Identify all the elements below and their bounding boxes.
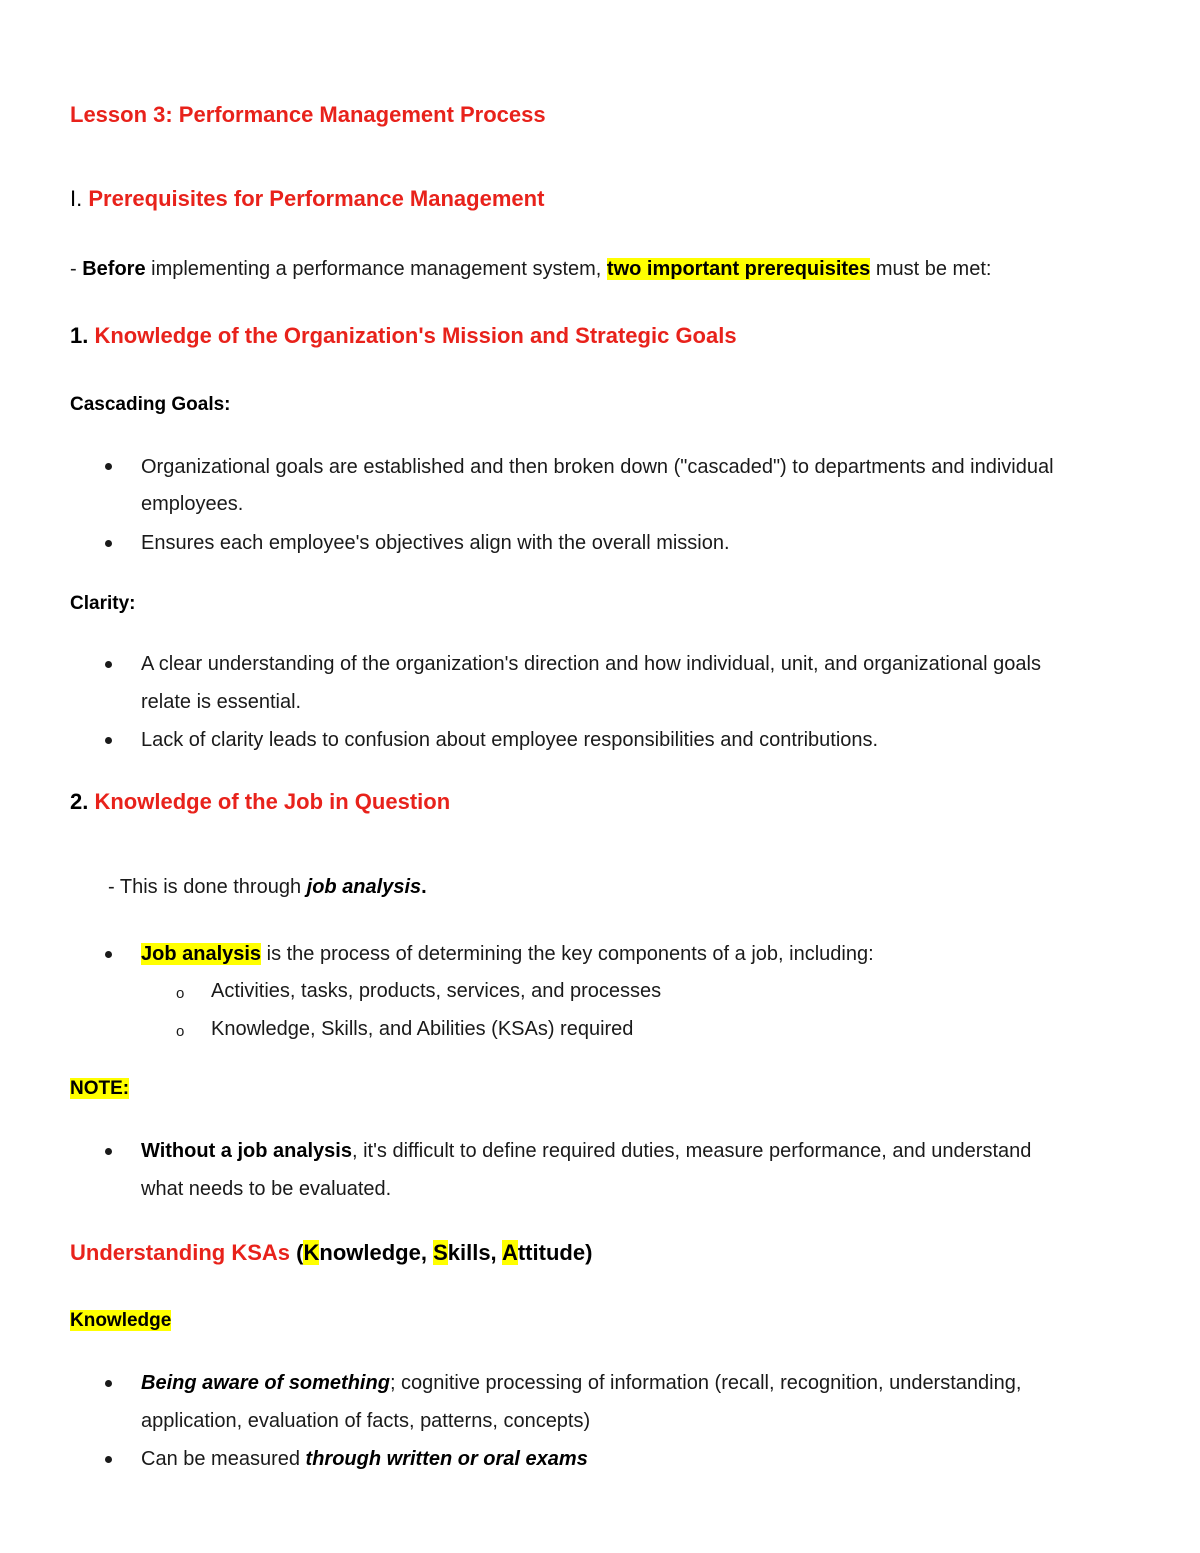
intro-bold: Before [82, 258, 146, 280]
ksa-paren: ( [290, 1240, 304, 1265]
section-number: I. [70, 186, 83, 211]
ksa-s-highlight: S [433, 1240, 448, 1265]
ksa-heading [70, 1241, 592, 1265]
note-text: , it's difficult to define required duties, measure performance, and understand [351, 1140, 1032, 1162]
intro-text-end: must be met: [870, 258, 992, 280]
bullet-icon [105, 951, 112, 958]
job-sub-bullet-2: Knowledge, Skills, and Abilities (KSAs) required [211, 1018, 634, 1040]
bullet-icon [105, 1456, 112, 1463]
note-label [70, 1077, 129, 1101]
knowledge-label [70, 1309, 171, 1333]
cascading-heading: Cascading Goals: [70, 394, 231, 415]
knowledge-bullet-1-line2: application, evaluation of facts, patterns, concepts) [141, 1410, 591, 1432]
bullet-icon [105, 1148, 112, 1155]
subsection-heading-2 [70, 790, 450, 814]
clarity-bullet-1-line2: relate is essential. [141, 691, 302, 713]
bullet-icon [105, 661, 112, 668]
subsection-title: Knowledge of the Job in Question [94, 789, 451, 814]
note-bullet-line2: what needs to be evaluated. [141, 1178, 392, 1200]
note-bullet-line1 [141, 1139, 1031, 1163]
cascading-bullet-1-line2: employees. [141, 493, 244, 515]
ksa-s-rest: kills, [447, 1240, 502, 1265]
intro-text: implementing a performance management system, [145, 258, 607, 280]
job-bullet-1 [141, 942, 874, 966]
cascading-bullet-2: Ensures each employee's objectives align with the overall mission. [141, 532, 730, 554]
job-analysis-highlight: Job analysis [141, 943, 262, 965]
knowledge-b2-emphasis: through written or oral exams [305, 1448, 588, 1470]
subsection-heading-1 [70, 324, 737, 348]
knowledge-bullet-1-line1 [141, 1371, 1021, 1395]
ksa-a-rest: ttitude) [517, 1240, 593, 1265]
bullet-icon [105, 1380, 112, 1387]
knowledge-b2-text: Can be measured [141, 1448, 306, 1470]
subsection-number: 2. [70, 789, 89, 814]
job-intro-emphasis: job analysis [306, 876, 422, 898]
bullet-icon [105, 463, 112, 470]
intro-highlight: two important prerequisites [606, 258, 871, 280]
subsection-number: 1. [70, 323, 89, 348]
knowledge-highlight: Knowledge [70, 1310, 172, 1331]
sub-bullet-icon: o [176, 985, 185, 1002]
subsection-title: Knowledge of the Organization's Mission and Strategic Goals [94, 323, 737, 348]
ksa-k-highlight: K [303, 1240, 320, 1265]
job-bullet-text: is the process of determining the key components of a job, including: [261, 943, 874, 965]
intro-paragraph [70, 257, 991, 281]
ksa-title: Understanding KSAs [70, 1240, 291, 1265]
sub-bullet-icon: o [176, 1023, 185, 1040]
bullet-icon [105, 737, 112, 744]
clarity-bullet-2: Lack of clarity leads to confusion about employee responsibilities and contributions. [141, 729, 879, 751]
clarity-bullet-1-line1: A clear understanding of the organization's direction and how individual, unit, and organizational goals [141, 653, 1041, 675]
section-heading [70, 187, 544, 211]
note-highlight: NOTE: [70, 1078, 130, 1099]
cascading-bullet-1-line1: Organizational goals are established and then broken down ("cascaded") to departments and individual [141, 456, 1054, 478]
job-intro-text: - This is done through [108, 876, 307, 898]
bullet-icon [105, 540, 112, 547]
ksa-k-rest: nowledge, [319, 1240, 434, 1265]
clarity-heading: Clarity: [70, 593, 136, 614]
job-analysis-intro [108, 875, 427, 899]
knowledge-bullet-2 [141, 1447, 588, 1471]
job-sub-bullet-1: Activities, tasks, products, services, and processes [211, 980, 662, 1002]
job-intro-period: . [421, 876, 427, 898]
intro-dash: - [70, 258, 83, 280]
section-title: Prerequisites for Performance Management [88, 186, 545, 211]
knowledge-emphasis: Being aware of something [141, 1372, 390, 1394]
page-title: Lesson 3: Performance Management Process [70, 102, 546, 127]
note-bold: Without a job analysis [141, 1140, 352, 1162]
ksa-a-highlight: A [501, 1240, 518, 1265]
knowledge-text: ; cognitive processing of information (recall, recognition, understanding, [389, 1372, 1022, 1394]
